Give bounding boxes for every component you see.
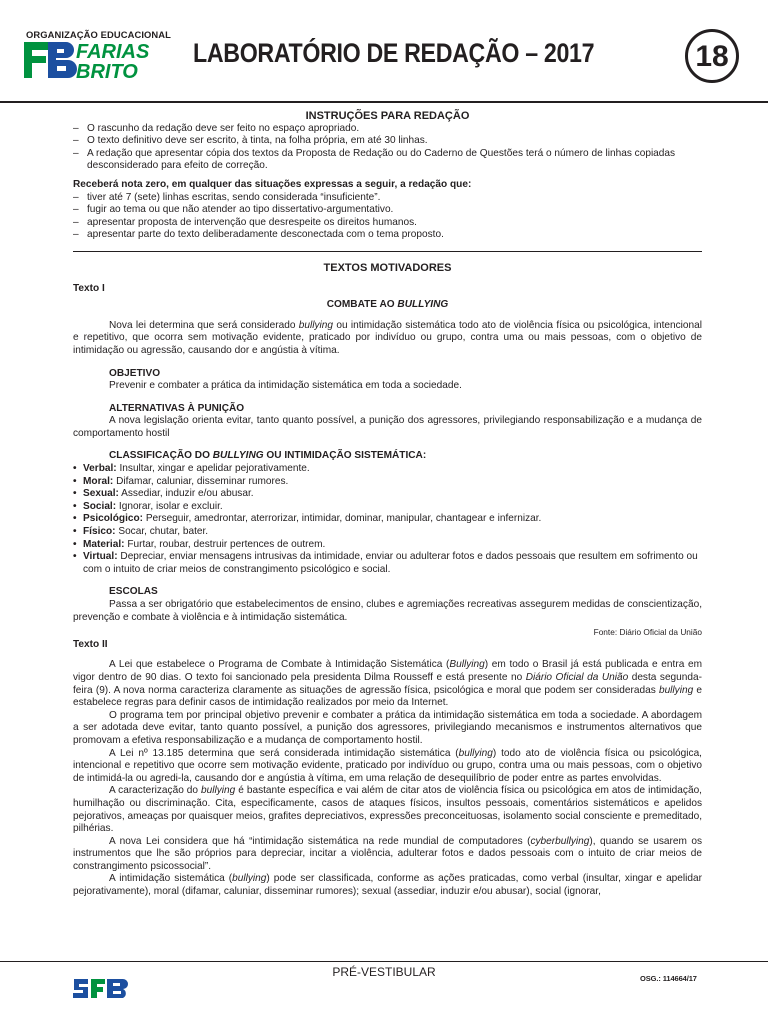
list-item: – A redação que apresentar cópia dos textos da Proposta de Redação ou do Caderno de Questões terá o número de linhas copiadas desconsiderado para efeito de correção. bbox=[73, 148, 702, 173]
list-item: – apresentar proposta de intervenção que desrespeite os direitos humanos. bbox=[73, 217, 702, 230]
page-number-badge: 18 bbox=[685, 29, 739, 83]
text2-paragraph-1: A Lei que estabelece o Programa de Combate à Intimidação Sistemática (Bullying) em todo o Brasil já está publicada e entra em vigor dentro de 90 dias. O texto foi sancionado pela presidenta Dilma Rousseff e está presente no Diário Oficial da União desta segunda-feira (9). A nova norma caracteriza claramente as situações de agressão física, psicológica e moral que podem ser consideradas bullying e estabelece regras para definir casos de intimidação realizados por meio da Internet. bbox=[73, 659, 703, 709]
list-item: • Físico: Socar, chutar, bater. bbox=[73, 526, 702, 539]
footer-divider bbox=[0, 961, 768, 962]
zero-score-list bbox=[73, 192, 702, 242]
text2-paragraph-5: A nova Lei considera que há “intimidação sistemática na rede mundial de computadores (cyberbullying), quando se usarem os instrumentos que lhe são próprios para depreciar, incitar a violência, adulterar fotos e dados pessoais com o intuito de criar meios de constrangimento psicossocial”. bbox=[73, 835, 702, 872]
instructions-title: INSTRUÇÕES PARA REDAÇÃO bbox=[305, 110, 470, 122]
list-item: – tiver até 7 (sete) linhas escritas, sendo considerada “insuficiente”. bbox=[73, 192, 702, 205]
text1-subtitle: COMBATE AO BULLYING bbox=[326, 299, 449, 311]
footer-osg-code: OSG.: 114664/17 bbox=[640, 974, 697, 983]
escolas-title: ESCOLAS bbox=[109, 586, 158, 598]
logo-farias: FARIAS bbox=[76, 41, 150, 63]
list-item: – O rascunho da redação deve ser feito no espaço apropriado. bbox=[73, 123, 702, 136]
objetivo-title: OBJETIVO bbox=[109, 367, 161, 379]
list-item: – O texto definitivo deve ser escrito, à tinta, na folha própria, em até 30 linhas. bbox=[73, 135, 702, 148]
org-label: ORGANIZAÇÃO EDUCACIONAL bbox=[26, 29, 172, 40]
list-item: – fugir ao tema ou que não atender ao tipo dissertativo-argumentativo. bbox=[73, 204, 702, 217]
alternativas-text: A nova legislação orienta evitar, tanto quanto possível, a punição dos agressores, privilegiando responsabilização e a mudança de comportamento hostil bbox=[73, 415, 702, 439]
list-item: • Material: Furtar, roubar, destruir pertences de outrem. bbox=[73, 539, 702, 552]
list-item: • Sexual: Assediar, induzir e/ou abusar. bbox=[73, 488, 702, 501]
list-item: • Verbal: Insultar, xingar e apelidar pejorativamente. bbox=[73, 463, 702, 476]
list-item: • Virtual: Depreciar, enviar mensagens intrusivas da intimidade, enviar ou adulterar fotos e dados pessoais que resultem em sofrimento ou com o intuito de criar meios de constrangimento psicológico e social. bbox=[73, 551, 702, 576]
text2-paragraph-2: O programa tem por principal objetivo prevenir e combater a prática da intimidação sistemática em toda a sociedade. A abordagem a ser adotada deve evitar, tanto quanto possível, a punição dos agressores, privilegiando mecanismos e instrumentos alternativos que promovam a efetiva responsabilização e a mudança de comportamento hostil. bbox=[73, 709, 702, 746]
text2-paragraph-6: A intimidação sistemática (bullying) pode ser classificada, conforme as ações praticadas, como verbal (insultar, xingar e apelidar pejorativamente), moral (difamar, caluniar, disseminar rumores); sexual (assediar, induzir e/ou abusar), social (ignorar, bbox=[73, 873, 702, 898]
page-title: LABORATÓRIO DE REDAÇÃO – 2017 bbox=[193, 38, 595, 68]
main-content bbox=[73, 110, 702, 899]
list-item: • Social: Ignorar, isolar e excluir. bbox=[73, 501, 702, 514]
alternativas-title: ALTERNATIVAS À PUNIÇÃO bbox=[109, 402, 245, 414]
text2-label: Texto II bbox=[73, 638, 108, 650]
zero-score-title: Receberá nota zero, em qualquer das situações expressas a seguir, a redação que: bbox=[73, 178, 472, 190]
page-header bbox=[0, 0, 768, 100]
classification-list bbox=[73, 463, 702, 576]
section-divider bbox=[73, 251, 702, 252]
text2-paragraph-3: A Lei nº 13.185 determina que será considerada intimidação sistemática (bullying) todo ato de violência física ou psicológica, intencional e repetitivo que ocorre sem motivação evidente, praticado por indivíduo ou grupo, contra uma ou mais pessoas, com o objetivo de intimidá-la ou agredi-la, causando dor e angústia à vítima, em uma relação de desequilíbrio de poder entre as partes envolvidas. bbox=[73, 747, 702, 784]
motivational-texts-title: TEXTOS MOTIVADORES bbox=[323, 261, 452, 274]
header-divider bbox=[0, 101, 768, 103]
instructions-list bbox=[73, 123, 702, 173]
objetivo-text: Prevenir e combater a prática da intimidação sistemática em toda a sociedade. bbox=[109, 380, 462, 392]
logo-brito: BRITO bbox=[76, 61, 138, 80]
farias-brito-logo bbox=[24, 40, 176, 80]
text1-label: Texto I bbox=[73, 282, 105, 294]
list-item: • Moral: Difamar, caluniar, disseminar rumores. bbox=[73, 476, 702, 489]
text1-intro: Nova lei determina que será considerado bullying ou intimidação sistemática todo ato de violência física ou psicológica, intencional e repetitivo, que ocorra sem motivação evidente, praticado por indivíduo ou grupo, contra uma ou mais pessoas, com o objetivo de intimidação ou agressão, causando dor e angústia à vítima. bbox=[73, 319, 703, 356]
escolas-text: Passa a ser obrigatório que estabelecimentos de ensino, clubes e agremiações recreativas assegurem medidas de conscientização, prevenção e combate à violência e à intimidação sistemática. bbox=[73, 599, 702, 623]
text2-paragraph-4: A caracterização do bullying é bastante específica e vai além de citar atos de violência física ou psicológica em atos de intimidação, humilhação ou discriminação. Cita, especificamente, casos de ataques físicos, insultos pessoais, comentários sistemáticos e apelidos pejorativos, ameaças por quaisquer meios, grafites depreciativos, expressões preconceituosas, isolamento social consciente e premeditado, pilhérias. bbox=[73, 785, 702, 835]
list-item: – apresentar parte do texto deliberadamente desconectada com o tema proposto. bbox=[73, 229, 702, 242]
classification-title: CLASSIFICAÇÃO DO BULLYING OU INTIMIDAÇÃO SISTEMÁTICA: bbox=[109, 450, 427, 462]
list-item: • Psicológico: Perseguir, amedrontar, aterrorizar, intimidar, dominar, manipular, chantagear e infernizar. bbox=[73, 513, 702, 526]
text1-source: Fonte: Diário Oficial da União bbox=[593, 627, 702, 638]
footer-label: PRÉ-VESTIBULAR bbox=[332, 965, 436, 979]
